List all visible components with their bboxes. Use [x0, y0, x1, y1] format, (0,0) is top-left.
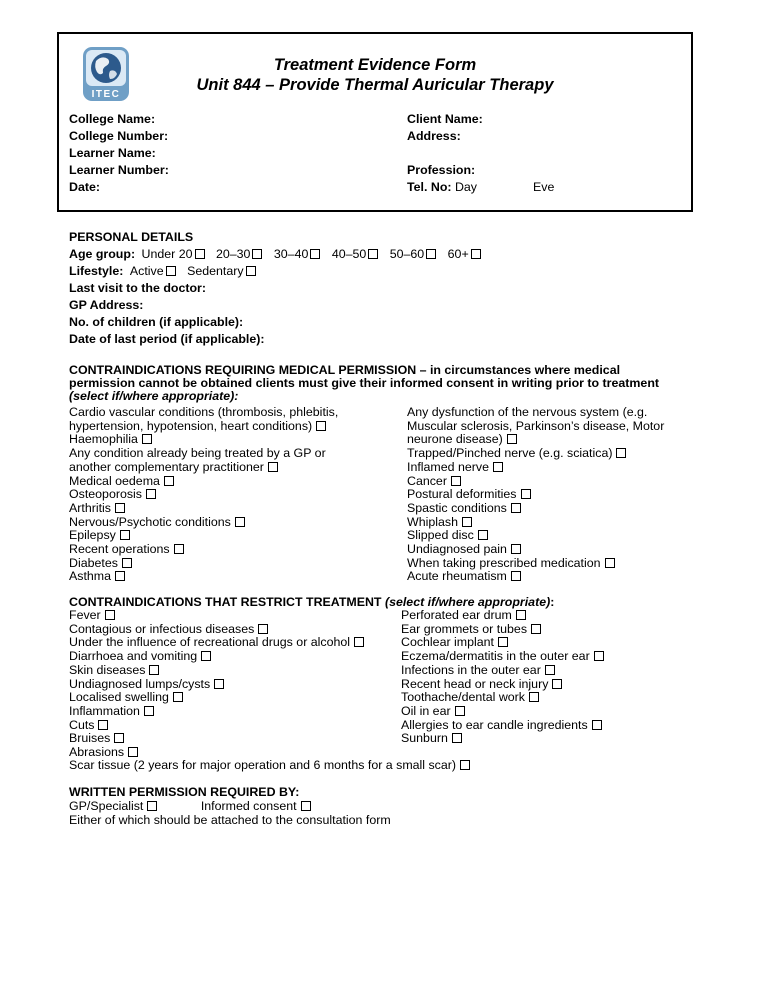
restrict-right-checkbox[interactable]: [531, 624, 541, 634]
age-group-row: [69, 246, 481, 263]
restrict-heading-colon: :: [550, 595, 555, 609]
restrict-right-checkbox[interactable]: [552, 679, 562, 689]
lifestyle-option-label: Active: [129, 264, 164, 278]
tel-label: [407, 179, 555, 196]
restrict-left-item-label: Contagious or infectious diseases: [69, 621, 255, 636]
medical-left-item: [69, 516, 338, 530]
college-name-label: College Name:: [69, 112, 156, 126]
gp-address-label: GP Address:: [69, 298, 144, 312]
restrict-right-item: [401, 609, 604, 623]
restrict-heading-select: (select if/where appropriate): [384, 595, 551, 609]
personal-details-heading: PERSONAL DETAILS: [69, 230, 194, 244]
restrict-right-item: [401, 636, 604, 650]
medical-left-item-label: Medical oedema: [69, 473, 160, 488]
medical-right-checkbox[interactable]: [493, 462, 503, 472]
medical-right-checkbox[interactable]: [616, 448, 626, 458]
restrict-left-item-label: Abrasions: [69, 745, 125, 760]
medical-right-checkbox[interactable]: [462, 517, 472, 527]
restrict-right-item-label: Allergies to ear candle ingredients: [401, 717, 588, 732]
restrict-left-checkbox[interactable]: [354, 637, 364, 647]
restrict-right-checkbox[interactable]: [529, 692, 539, 702]
medical-left-item: [69, 406, 338, 420]
medical-right-checkbox[interactable]: [511, 571, 521, 581]
address-label: Address:: [407, 129, 461, 143]
medical-left-item: [69, 461, 338, 475]
medical-left-item: [69, 475, 338, 489]
form-subtitle: Unit 844 – Provide Thermal Auricular Therapy: [196, 76, 554, 94]
medical-right-item: [407, 570, 664, 584]
medical-right-item-label: Cancer: [407, 473, 447, 488]
gp-specialist-checkbox[interactable]: [147, 801, 157, 811]
medical-left-item: [69, 502, 338, 516]
restrict-left-item: [69, 650, 364, 664]
medical-right-item-label: Whiplash: [407, 514, 458, 529]
restrict-left-item-label: Skin diseases: [69, 662, 146, 677]
medical-left-item-label: Diabetes: [69, 555, 118, 570]
medical-left-item: [69, 570, 338, 584]
medical-left-checkbox[interactable]: [164, 476, 174, 486]
medical-left-item: [69, 433, 338, 447]
medical-right-item: [407, 488, 664, 502]
last-visit-label: Last visit to the doctor:: [69, 281, 206, 295]
medical-heading-select: (select if/where appropriate):: [69, 389, 239, 403]
medical-right-item: [407, 529, 664, 543]
medical-right-item: [407, 447, 664, 461]
restrict-left-item: [69, 691, 364, 705]
restrict-right-item-label: Eczema/dermatitis in the outer ear: [401, 649, 590, 664]
age-20-30-checkbox[interactable]: [252, 249, 262, 259]
medical-left-checkbox[interactable]: [268, 462, 278, 472]
medical-right-item-label: Slipped disc: [407, 528, 474, 543]
learner-number-label: Learner Number:: [69, 163, 169, 177]
restrict-right-item: [401, 664, 604, 678]
restrict-left-checkbox[interactable]: [149, 665, 159, 675]
lifestyle-label: Lifestyle:: [69, 264, 124, 278]
restrict-right-item: [401, 705, 604, 719]
age-option-label: 50–60: [389, 247, 425, 261]
restrict-left-checkbox[interactable]: [258, 624, 268, 634]
age-option-label: 60+: [447, 247, 469, 261]
medical-right-item: [407, 420, 664, 434]
scar-tissue-row: [69, 759, 470, 773]
medical-right-checkbox[interactable]: [605, 558, 615, 568]
restrict-right-checkbox[interactable]: [498, 637, 508, 647]
restrict-left-list: [69, 609, 364, 760]
restrict-right-item-label: Oil in ear: [401, 703, 451, 718]
medical-right-item: [407, 543, 664, 557]
restrict-right-checkbox[interactable]: [545, 665, 555, 675]
medical-right-item-label: When taking prescribed medication: [407, 555, 601, 570]
lifestyle-row: [69, 263, 256, 280]
medical-right-item: [407, 557, 664, 571]
age-30-40-checkbox[interactable]: [310, 249, 320, 259]
medical-left-item-label: Osteoporosis: [69, 487, 143, 502]
restrict-heading-text: CONTRAINDICATIONS THAT RESTRICT TREATMENT: [69, 595, 382, 609]
medical-left-item-label: another complementary practitioner: [69, 459, 264, 474]
restrict-left-item-label: Localised swelling: [69, 690, 169, 705]
medical-right-item: [407, 433, 664, 447]
restrict-left-item: [69, 678, 364, 692]
restrict-left-checkbox[interactable]: [214, 679, 224, 689]
age-50-60-checkbox[interactable]: [426, 249, 436, 259]
medical-left-item: [69, 529, 338, 543]
restrict-left-item-label: Undiagnosed lumps/cysts: [69, 676, 211, 691]
restrict-right-item-label: Ear grommets or tubes: [401, 621, 528, 636]
medical-right-item-label: Undiagnosed pain: [407, 542, 507, 557]
age-under20-checkbox[interactable]: [195, 249, 205, 259]
restrict-left-checkbox[interactable]: [114, 733, 124, 743]
restrict-right-item-label: Recent head or neck injury: [401, 676, 549, 691]
restrict-right-checkbox[interactable]: [452, 733, 462, 743]
restrict-right-item: [401, 678, 604, 692]
medical-heading-line1: CONTRAINDICATIONS REQUIRING MEDICAL PERMISSION – in circumstances where medical: [69, 363, 621, 377]
medical-left-item-label: Any condition already being treated by a GP or: [69, 446, 326, 461]
written-permission-heading: WRITTEN PERMISSION REQUIRED BY:: [69, 785, 300, 799]
medical-right-item: [407, 475, 664, 489]
restrict-left-item: [69, 636, 364, 650]
age-60plus-checkbox[interactable]: [471, 249, 481, 259]
restrict-right-item-label: Sunburn: [401, 731, 448, 746]
restrict-left-item-label: Bruises: [69, 731, 111, 746]
medical-heading-line2: permission cannot be obtained clients must give their informed consent in writing prior to treatment: [69, 376, 660, 390]
medical-left-checkbox[interactable]: [115, 503, 125, 513]
restrict-right-item-label: Cochlear implant: [401, 635, 494, 650]
medical-left-checkbox[interactable]: [120, 530, 130, 540]
restrict-left-item: [69, 623, 364, 637]
restrict-left-item-label: Under the influence of recreational drugs or alcohol: [69, 635, 351, 650]
profession-label: Profession:: [407, 163, 476, 177]
medical-left-item: [69, 543, 338, 557]
gp-specialist-label: GP/Specialist: [69, 799, 144, 813]
header-box: [57, 32, 693, 212]
medical-left-item: [69, 557, 338, 571]
medical-left-checkbox[interactable]: [174, 544, 184, 554]
restrict-left-item: [69, 664, 364, 678]
medical-right-item: [407, 461, 664, 475]
restrict-right-item-label: Perforated ear drum: [401, 608, 512, 622]
medical-right-item-label: neurone disease): [407, 432, 503, 447]
age-group-label: Age group:: [69, 247, 136, 261]
restrict-left-item-label: Fever: [69, 608, 101, 622]
restrict-right-item: [401, 732, 604, 746]
restrict-right-item-label: Infections in the outer ear: [401, 662, 541, 677]
medical-right-item: [407, 502, 664, 516]
medical-right-checkbox[interactable]: [451, 476, 461, 486]
medical-left-item-label: Arthritis: [69, 500, 111, 515]
medical-right-checkbox[interactable]: [521, 489, 531, 499]
medical-left-checkbox[interactable]: [146, 489, 156, 499]
medical-right-item-label: Muscular sclerosis, Parkinson’s disease, Motor: [407, 418, 665, 433]
client-name-label: Client Name:: [407, 112, 483, 126]
scar-tissue-checkbox[interactable]: [460, 760, 470, 770]
lifestyle-active-checkbox[interactable]: [166, 266, 176, 276]
last-period-label: Date of last period (if applicable):: [69, 332, 265, 346]
college-number-label: College Number:: [69, 129, 169, 143]
restrict-right-item: [401, 623, 604, 637]
restrict-right-checkbox[interactable]: [594, 651, 604, 661]
restrict-left-checkbox[interactable]: [144, 706, 154, 716]
medical-left-item-label: Asthma: [69, 569, 112, 584]
restrict-left-item: [69, 719, 364, 733]
medical-right-item: [407, 406, 664, 420]
medical-right-list: [407, 406, 664, 584]
medical-left-item: [69, 488, 338, 502]
restrict-left-item: [69, 609, 364, 623]
restrict-right-checkbox[interactable]: [455, 706, 465, 716]
medical-left-list: [69, 406, 338, 584]
restrict-right-checkbox[interactable]: [516, 610, 526, 620]
restrict-right-list: [401, 609, 604, 746]
lifestyle-sedentary-checkbox[interactable]: [246, 266, 256, 276]
medical-right-item: [407, 516, 664, 530]
tel-day-label: Day: [454, 180, 478, 194]
restrict-left-checkbox[interactable]: [105, 610, 115, 620]
medical-left-item: [69, 420, 338, 434]
children-label: No. of children (if applicable):: [69, 315, 244, 329]
informed-consent-checkbox[interactable]: [301, 801, 311, 811]
age-option-label: 20–30: [215, 247, 251, 261]
age-40-50-checkbox[interactable]: [368, 249, 378, 259]
medical-right-item-label: Any dysfunction of the nervous system (e.g.: [407, 405, 648, 419]
restrict-right-checkbox[interactable]: [592, 720, 602, 730]
medical-left-item-label: Recent operations: [69, 542, 170, 557]
medical-left-checkbox[interactable]: [115, 571, 125, 581]
medical-right-item-label: Acute rheumatism: [407, 569, 507, 584]
restrict-right-item-label: Toothache/dental work: [401, 690, 525, 705]
tel-no-label: Tel. No:: [407, 180, 452, 194]
medical-left-checkbox[interactable]: [122, 558, 132, 568]
learner-name-label: Learner Name:: [69, 146, 156, 160]
medical-right-checkbox[interactable]: [478, 530, 488, 540]
medical-left-item-label: Epilepsy: [69, 528, 116, 543]
restrict-left-item-label: Diarrhoea and vomiting: [69, 649, 198, 664]
restrict-left-checkbox[interactable]: [98, 720, 108, 730]
medical-left-item: [69, 447, 338, 461]
restrict-left-checkbox[interactable]: [128, 747, 138, 757]
age-option-label: Under 20: [141, 247, 193, 261]
age-option-label: 30–40: [273, 247, 309, 261]
restrict-right-item: [401, 719, 604, 733]
written-note: Either of which should be attached to the consultation form: [69, 813, 391, 827]
medical-right-checkbox[interactable]: [507, 434, 517, 444]
tel-eve-label: Eve: [533, 180, 555, 194]
restrict-left-item-label: Inflammation: [69, 703, 140, 718]
lifestyle-option-label: Sedentary: [187, 264, 244, 278]
restrict-right-item: [401, 650, 604, 664]
restrict-left-item-label: Cuts: [69, 717, 95, 732]
medical-right-item-label: Trapped/Pinched nerve (e.g. sciatica): [407, 446, 613, 461]
medical-left-checkbox[interactable]: [142, 434, 152, 444]
medical-left-item-label: Nervous/Psychotic conditions: [69, 514, 231, 529]
date-label: Date:: [69, 180, 100, 194]
medical-right-item-label: Spastic conditions: [407, 500, 507, 515]
restrict-left-checkbox[interactable]: [201, 651, 211, 661]
restrict-right-item: [401, 691, 604, 705]
medical-left-item-label: Cardio vascular conditions (thrombosis, phlebitis,: [69, 405, 339, 419]
medical-right-checkbox[interactable]: [511, 503, 521, 513]
medical-left-checkbox[interactable]: [235, 517, 245, 527]
restrict-left-item: [69, 732, 364, 746]
restrict-left-item: [69, 705, 364, 719]
medical-right-checkbox[interactable]: [511, 544, 521, 554]
medical-right-item-label: Postural deformities: [407, 487, 517, 502]
medical-right-item-label: Inflamed nerve: [407, 459, 489, 474]
restrict-left-checkbox[interactable]: [173, 692, 183, 702]
medical-left-item-label: Haemophilia: [69, 432, 138, 447]
form-title: Treatment Evidence Form: [273, 56, 477, 74]
age-option-label: 40–50: [331, 247, 367, 261]
svg-text:ITEC: ITEC: [91, 89, 121, 100]
medical-left-item-label: hypertension, hypotension, heart conditions): [69, 418, 313, 433]
scar-tissue-label: Scar tissue (2 years for major operation and 6 months for a small scar): [69, 758, 457, 772]
written-permission-row: [69, 800, 311, 814]
informed-consent-label: Informed consent: [200, 799, 297, 813]
medical-left-checkbox[interactable]: [316, 421, 326, 431]
